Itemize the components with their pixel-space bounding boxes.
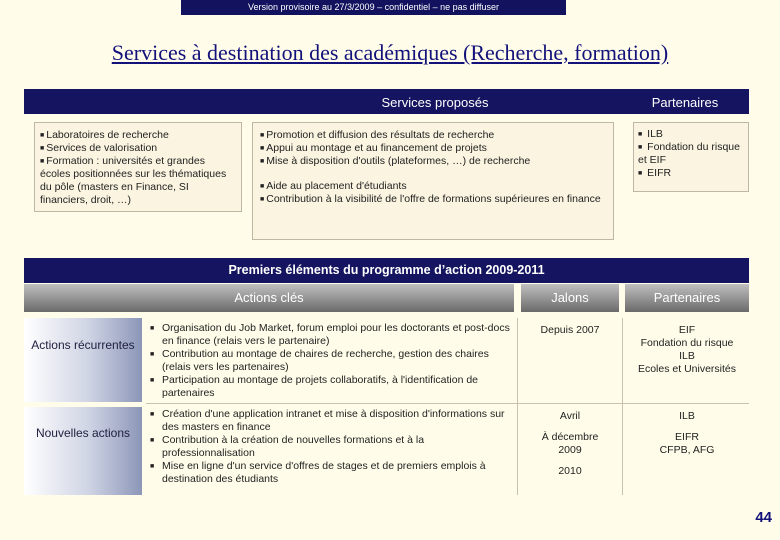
row2-jalons: Avril À décembre 2009 2010 [541,410,599,477]
page-number: 44 [755,509,772,526]
list-item: ■ ILB [638,128,663,140]
bullet-icon: ■ [260,183,265,190]
list-item: ■ Promotion et diffusion des résultats de recherche [260,129,495,141]
list-item: ■ Formation : universités et grandes écoles positionnées sur les thématiques du pôle (masters en Finance, SI financiers, droit, …) [40,155,227,206]
bullet-icon: ■ [150,351,155,358]
col-partners-header: Partenaires [625,284,749,312]
row1-partners: EIF Fondation du risque ILB Ecoles et Universités [637,324,737,375]
academics-panel [34,122,242,212]
row-label-new: Nouvelles actions [24,407,142,495]
bullet-icon: ■ [40,132,45,139]
bullet-icon: ■ [638,131,643,138]
bullet-icon: ■ [150,437,155,444]
bullet-icon: ■ [40,158,45,165]
list-item: ■ Mise en ligne d'un service d'offres de stages et de premiers emplois à destination des étudiants [150,460,486,485]
bullet-icon: ■ [150,411,155,418]
bullet-icon: ■ [260,158,265,165]
services-panel [252,122,614,240]
col-divider [517,318,518,495]
list-item: ■ Participation au montage de projets collaboratifs, à l'identification de partenaires [150,374,479,399]
list-item: ■ Contribution à la création de nouvelles formations et à la professionnalisation [150,434,425,459]
list-item: ■ Services de valorisation [40,142,158,154]
row-label-recurrent: Actions récurrentes [24,318,142,402]
partners-panel [633,122,749,192]
list-item: ■ Contribution à la visibilité de l'offre de formations supérieures en finance [260,193,601,205]
bullet-icon: ■ [260,196,265,203]
list-item: ■ Contribution au montage de chaires de recherche, gestion des chaires (relais vers les partenaires) [150,348,489,373]
bullet-icon: ■ [150,325,155,332]
bullet-icon: ■ [260,145,265,152]
row-divider [146,403,749,404]
bullet-icon: ■ [150,463,155,470]
services-header: Services proposés [381,95,489,110]
row1-actions [146,322,512,400]
bullet-icon: ■ [40,145,45,152]
program-header: Premiers éléments du programme d’action 2009-2011 [24,258,749,283]
list-item: ■ Mise à disposition d'outils (plateformes, …) de recherche [260,155,531,167]
row2-partners: ILB EIFR CFPB, AFG [659,410,715,456]
confidential-banner: Version provisoire au 27/3/2009 – confidentiel – ne pas diffuser [181,0,566,15]
row2-actions [146,408,512,486]
bullet-icon: ■ [638,170,643,177]
list-item: ■ Fondation du risque et EIF [638,141,740,166]
partners-header: Partenaires [651,95,719,110]
bullet-icon: ■ [638,144,643,151]
list-item: ■ Création d'une application intranet et mise à disposition d'informations sur des masters en finance [150,408,505,433]
row1-jalons: Depuis 2007 [540,324,600,336]
list-item: ■ EIFR [638,167,672,179]
bullet-icon: ■ [260,132,265,139]
col-divider [622,318,623,495]
list-item: ■ Aide au placement d'étudiants [260,180,407,192]
list-item: ■ Laboratoires de recherche [40,129,169,141]
list-item: ■ Organisation du Job Market, forum emploi pour les doctorants et post-docs en finance (relais vers le partenaire) [150,322,510,347]
bullet-icon: ■ [150,377,155,384]
page-title: Services à destination des académiques (Recherche, formation) [111,40,669,65]
col-actions-header: Actions clés [24,284,514,312]
col-jalons-header: Jalons [521,284,619,312]
list-item: ■ Appui au montage et au financement de projets [260,142,487,154]
